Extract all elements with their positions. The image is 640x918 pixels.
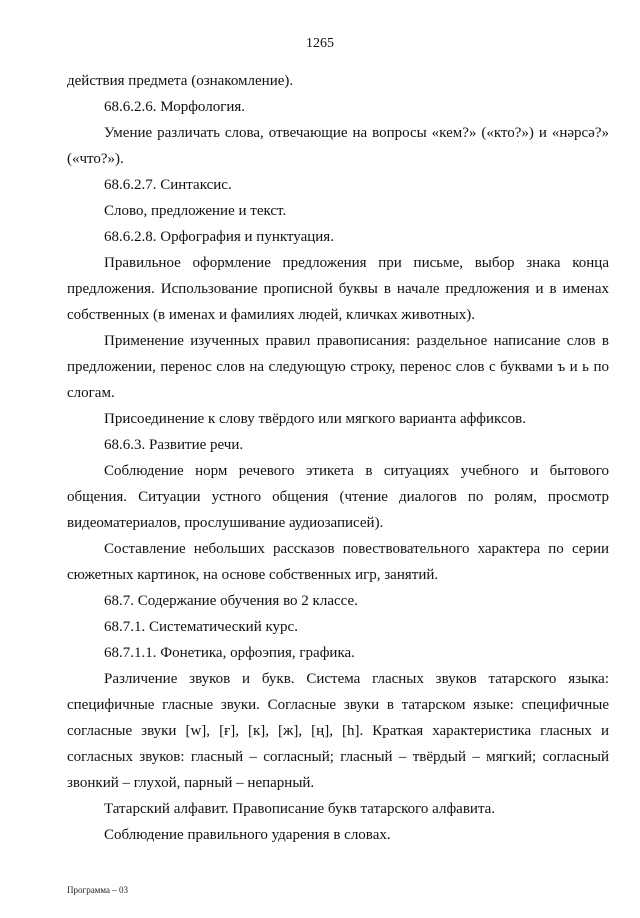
section-heading-orthography: 68.6.2.8. Орфография и пунктуация. [104, 229, 334, 245]
document-body [67, 68, 609, 848]
paragraph-stress: Соблюдение правильного ударения в словах. [104, 827, 391, 843]
paragraph-word-questions: Умение различать слова, отвечающие на вопросы «кем?» («кто?») и «нәрсә?» («что?»). [67, 125, 609, 167]
paragraph-word-sentence-text: Слово, предложение и текст. [104, 203, 287, 219]
paragraph-tatar-alphabet: Татарский алфавит. Правописание букв татарского алфавита. [104, 801, 496, 817]
section-heading-speech-development: 68.6.3. Развитие речи. [104, 437, 244, 453]
paragraph-sentence-formatting: Правильное оформление предложения при письме, выбор знака конца предложения. Использование прописной буквы в начале предложения и в именах собственных (в именах и фамилиях людей, кличках животных). [67, 255, 609, 323]
section-heading-syntax: 68.6.2.7. Синтаксис. [104, 177, 232, 193]
paragraph-spelling-rules: Применение изученных правил правописания: раздельное написание слов в предложении, перенос слов на следующую строку, перенос слов с буквами ъ и ь по слогам. [67, 333, 609, 401]
section-heading-systematic-course: 68.7.1. Систематический курс. [104, 619, 298, 635]
page-number: 1265 [306, 36, 334, 51]
paragraph-affixes: Присоединение к слову твёрдого или мягкого варианта аффиксов. [104, 411, 526, 427]
paragraph-continuation: действия предмета (ознакомление). [67, 73, 294, 89]
section-heading-phonetics: 68.7.1.1. Фонетика, орфоэпия, графика. [104, 645, 355, 661]
paragraph-speech-etiquette: Соблюдение норм речевого этикета в ситуациях учебного и бытового общения. Ситуации устного общения (чтение диалогов по ролям, просмотр видеоматериалов, прослушивание аудиозаписей). [67, 463, 609, 531]
paragraph-short-stories: Составление небольших рассказов повествовательного характера по серии сюжетных картинок, на основе собственных игр, занятий. [67, 541, 609, 583]
section-heading-morphology: 68.6.2.6. Морфология. [104, 99, 246, 115]
section-heading-grade-2: 68.7. Содержание обучения во 2 классе. [104, 593, 358, 609]
paragraph-sounds-letters: Различение звуков и букв. Система гласных звуков татарского языка: специфичные гласные звуки. Согласные звуки в татарском языке: специфичные согласные звуки [w], [ғ], [к], [ж], [ң], [h]. Краткая характеристика гласных и согласных звуков: гласный – согласный; гласный – твёрдый – мягкий; согласный звонкий – глухой, парный – непарный. [67, 671, 609, 791]
footer-program-label: Программа – 03 [67, 885, 129, 895]
